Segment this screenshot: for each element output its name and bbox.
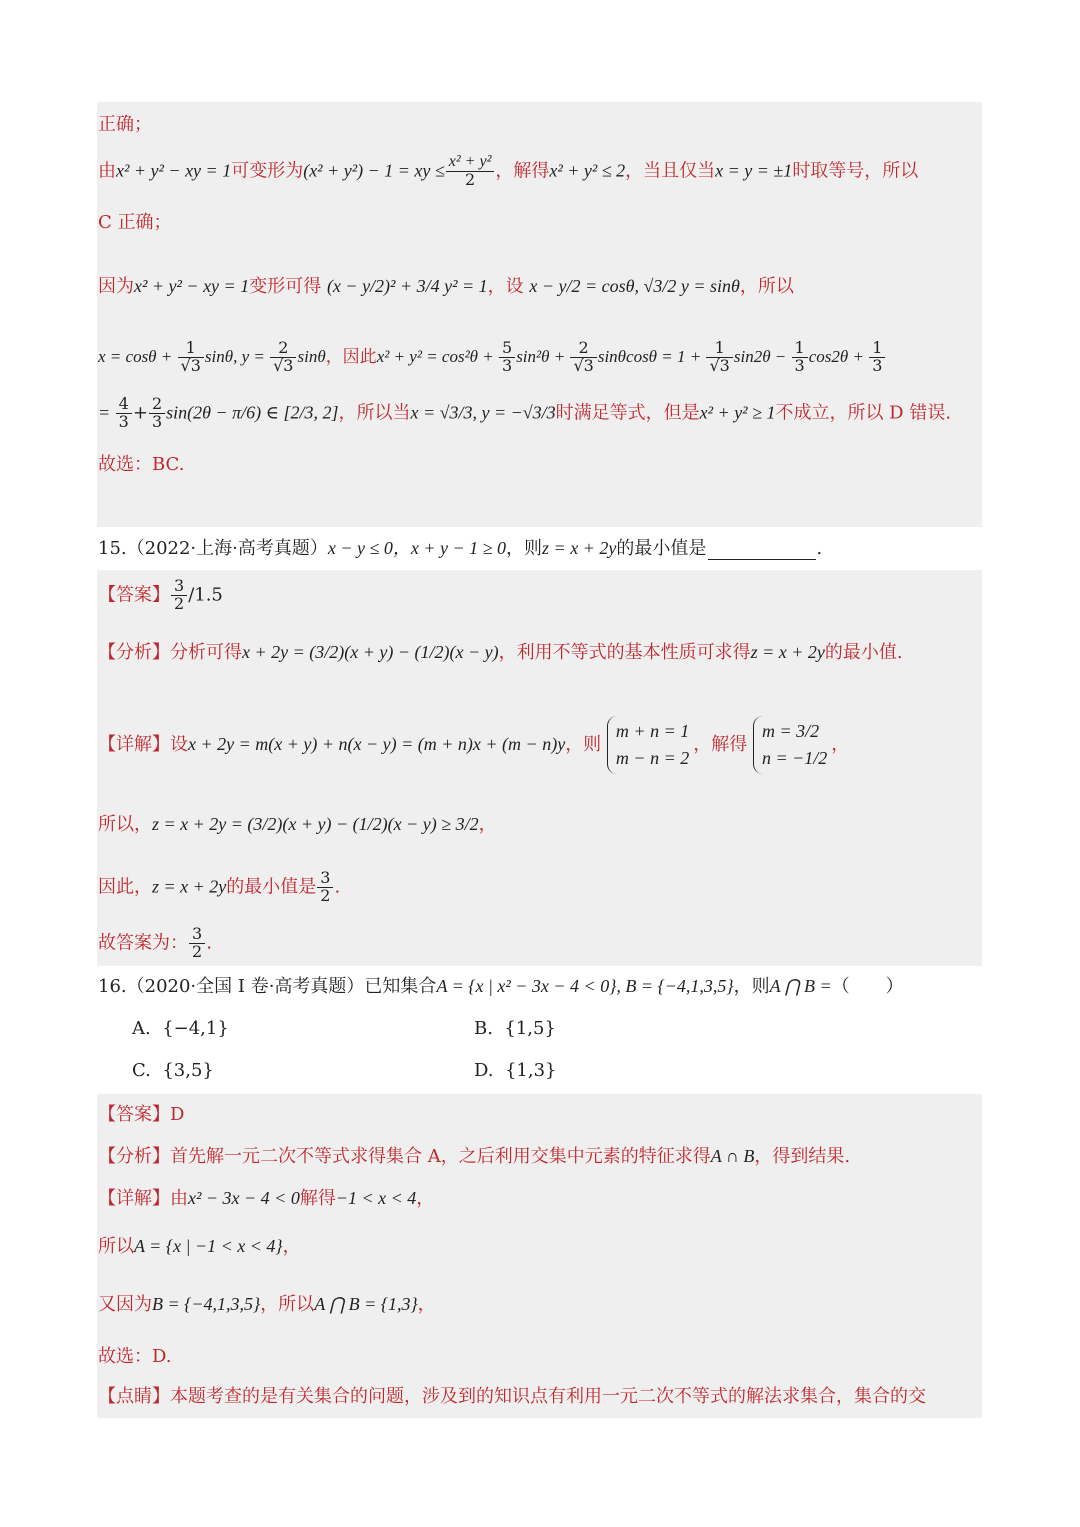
q16-analysis	[98, 1146, 982, 1168]
text: ，	[282, 1236, 301, 1257]
q16-comment	[98, 1386, 982, 1408]
math: x + 2y = (3/2)(x + y) − (1/2)(x − y)	[242, 642, 499, 662]
math: sin²θ +	[516, 346, 570, 366]
fraction: $\frac{3}{2}$	[171, 578, 187, 613]
cont-line-3	[98, 212, 982, 234]
q16-final	[98, 1346, 982, 1368]
text: ，	[831, 734, 850, 755]
answer-tag: 【答案】	[98, 584, 170, 606]
fraction: $\frac{2}{√3}$	[570, 340, 596, 375]
math: x = √3/3, y = −√3/3	[410, 402, 556, 423]
text: ，利用不等式的基本性质可求得	[498, 642, 751, 663]
text: （ ）	[831, 976, 904, 997]
option-key: C.	[132, 1060, 151, 1081]
math: A = {x | −1 < x < 4}	[134, 1236, 283, 1256]
text: ，	[478, 814, 497, 835]
analysis-tag: 【分析】	[98, 642, 170, 663]
detail-tag: 【详解】	[98, 734, 170, 755]
text: ，当且仅当	[625, 160, 716, 182]
math: A = {x | x² − 3x − 4 < 0}, B = {−4,1,3,5}	[436, 976, 734, 996]
math: A ∩ B	[710, 1146, 755, 1166]
cont-line-1	[98, 114, 982, 136]
math: −1 < x < 4	[335, 1188, 417, 1208]
text: 本题考查的是有关集合的问题，涉及到的知识点有利用一元二次不等式的解法求集合，集合的交	[170, 1386, 926, 1407]
equation: m − n = 2	[615, 748, 690, 768]
q16-also	[98, 1294, 982, 1316]
equation: n = −1/2	[761, 748, 828, 768]
text: ，设	[487, 276, 524, 297]
fraction: $\frac{1}{3}$	[792, 340, 808, 375]
equation-system	[607, 716, 693, 774]
option-key: B.	[474, 1018, 493, 1039]
math: z = x + 2y = (3/2)(x + y) − (1/2)(x − y) ≥ 3/2	[152, 814, 479, 834]
fraction: $\frac{5}{3}$	[499, 340, 515, 375]
math: (x² + y²) − 1 = xy ≤	[303, 160, 445, 181]
q15-detail	[98, 716, 982, 774]
text: ，解得	[495, 160, 550, 182]
math: x = y = ±1	[715, 160, 793, 181]
text: 因此，	[98, 876, 152, 898]
text: .	[206, 932, 212, 954]
math: sin(2θ − π/6) ∈ [2/3, 2]	[166, 402, 339, 423]
math: x − y ≤ 0，x + y − 1 ≥ 0	[327, 538, 507, 558]
text: ，所以当	[338, 402, 411, 424]
math: sin2θ −	[733, 346, 791, 366]
detail-tag: 【详解】	[98, 1188, 170, 1209]
text: ，则	[506, 538, 543, 559]
fraction: $\frac{1}{3}$	[869, 340, 885, 375]
numerator: x² + y²	[446, 154, 495, 172]
text: ，因此	[325, 346, 377, 367]
text: ，所以	[260, 1294, 315, 1315]
math: x² + y² − xy = 1	[134, 276, 250, 296]
math: sinθcosθ = 1 +	[597, 346, 706, 366]
cont-line-2	[98, 154, 982, 189]
fraction: $\frac{2}{3}$	[149, 396, 165, 431]
fraction	[446, 154, 495, 189]
math: x² + y² = cos²θ +	[376, 346, 498, 366]
q15-hence	[98, 870, 982, 905]
cont-line-7	[98, 454, 982, 476]
text: 的最小值.	[824, 642, 903, 663]
question-number: 15.（2022·上海·高考真题）	[98, 538, 328, 559]
text: 首先解一元二次不等式求得集合 A，之后利用交集中元素的特征求得	[170, 1146, 711, 1167]
text: 的最小值是	[616, 538, 707, 559]
option-key: D.	[474, 1060, 494, 1081]
answer-tag: 【答案】	[98, 1104, 170, 1125]
math: A ⋂ B = {1,3}	[314, 1294, 418, 1314]
text: 解得	[299, 1188, 336, 1209]
text: .	[816, 538, 823, 559]
solution-system	[753, 716, 831, 774]
answer-value: D	[170, 1104, 185, 1125]
q16-answer	[98, 1104, 982, 1126]
q15-analysis	[98, 642, 982, 664]
option-b[interactable]	[474, 1018, 556, 1039]
text: 由	[170, 1188, 188, 1209]
text: .	[334, 876, 341, 898]
equation: m = 3/2	[761, 721, 820, 741]
math: A ⋂ B =	[769, 976, 832, 996]
analysis-tag: 【分析】	[98, 1146, 170, 1167]
text: ，	[416, 1188, 435, 1209]
text: 变形可得	[249, 276, 322, 297]
text: 由	[98, 160, 116, 182]
math: x² + y² ≥ 1	[699, 402, 776, 423]
text: 故选：BC.	[98, 454, 185, 475]
q15-answer	[98, 578, 982, 613]
math: sinθ	[297, 346, 326, 366]
q16-so	[98, 1236, 982, 1258]
math: z = x + 2y	[750, 642, 825, 662]
text: 所以	[98, 1236, 134, 1257]
math: (x − y/2)² + 3/4 y² = 1	[326, 276, 488, 296]
math: =	[98, 402, 115, 423]
q15-so	[98, 814, 982, 836]
option-c[interactable]	[132, 1060, 214, 1081]
denominator: 2	[464, 169, 476, 189]
math: cos2θ +	[808, 346, 869, 366]
fraction: $\frac{3}{2}$	[189, 926, 205, 961]
fraction: $\frac{2}{√3}$	[270, 340, 296, 375]
option-value: {3,5}	[162, 1060, 214, 1081]
math: B = {−4,1,3,5}	[152, 1294, 261, 1314]
fraction: $\frac{1}{√3}$	[706, 340, 732, 375]
fraction: $\frac{4}{3}$	[116, 396, 132, 431]
text: 故选：D.	[98, 1346, 172, 1367]
q16-detail	[98, 1188, 982, 1210]
option-value: {1,3}	[504, 1060, 557, 1081]
math: x + 2y = m(x + y) + n(x − y) = (m + n)x + (m − n)y	[188, 734, 566, 754]
text: 时满足等式，但是	[555, 402, 700, 424]
cont-line-6: = $\frac{4}{3}$ + $\frac{2}{3}$ sin(2θ − π/6) ∈ [2/3, 2]，所以当x = √3/3, y = −√3/3时满足等式，但是x² + y² ≥ 1不成立，所以 D 错误.	[98, 394, 952, 431]
text: 设	[170, 734, 188, 755]
text: ，	[417, 1294, 436, 1315]
math: x² − 3x − 4 < 0	[188, 1188, 300, 1208]
math: x = cosθ +	[98, 346, 177, 366]
text: 的最小值是	[226, 876, 317, 898]
option-a[interactable]	[132, 1018, 229, 1039]
text: 又因为	[98, 1294, 152, 1315]
comment-tag: 【点睛】	[98, 1386, 170, 1407]
math: x² + y² − xy = 1	[116, 160, 232, 181]
text: 正确；	[98, 114, 152, 135]
option-value: {−4,1}	[162, 1018, 229, 1039]
answer-blank	[708, 541, 816, 560]
equation: m + n = 1	[615, 721, 690, 741]
text: 故答案为：	[98, 932, 188, 954]
fraction: $\frac{1}{√3}$	[178, 340, 204, 375]
text: 可变形为	[231, 160, 304, 182]
text: 分析可得	[170, 642, 242, 663]
text: ，则	[565, 734, 602, 755]
text: 因为	[98, 276, 134, 297]
cont-line-5	[98, 340, 982, 375]
q16-stem	[98, 976, 982, 998]
q15-final	[98, 926, 982, 961]
text: ，所以	[739, 276, 794, 297]
text: ，则	[733, 976, 770, 997]
fraction: $\frac{3}{2}$	[317, 870, 333, 905]
text: ，解得	[693, 734, 748, 755]
text: ，得到结果.	[754, 1146, 851, 1167]
math: x² + y² ≤ 2	[549, 160, 626, 181]
option-value: {1,5}	[504, 1018, 556, 1039]
text: C 正确；	[98, 212, 172, 233]
math: x − y/2 = cosθ, √3/2 y = sinθ	[529, 276, 740, 296]
question-number: 16.（2020·全国 I 卷·高考真题）已知集合	[98, 976, 437, 997]
option-d[interactable]	[474, 1060, 557, 1081]
option-key: A.	[132, 1018, 151, 1039]
text: 时取等号，所以	[792, 160, 919, 182]
q15-stem	[98, 538, 982, 560]
math: z = x + 2y	[542, 538, 617, 558]
cont-line-4	[98, 276, 982, 298]
text: 不成立，所以 D 错误.	[775, 402, 952, 424]
answer-value: /1.5	[188, 584, 223, 606]
text: 所以，	[98, 814, 152, 835]
math: sinθ, y =	[204, 346, 270, 366]
math: z = x + 2y	[152, 876, 227, 897]
